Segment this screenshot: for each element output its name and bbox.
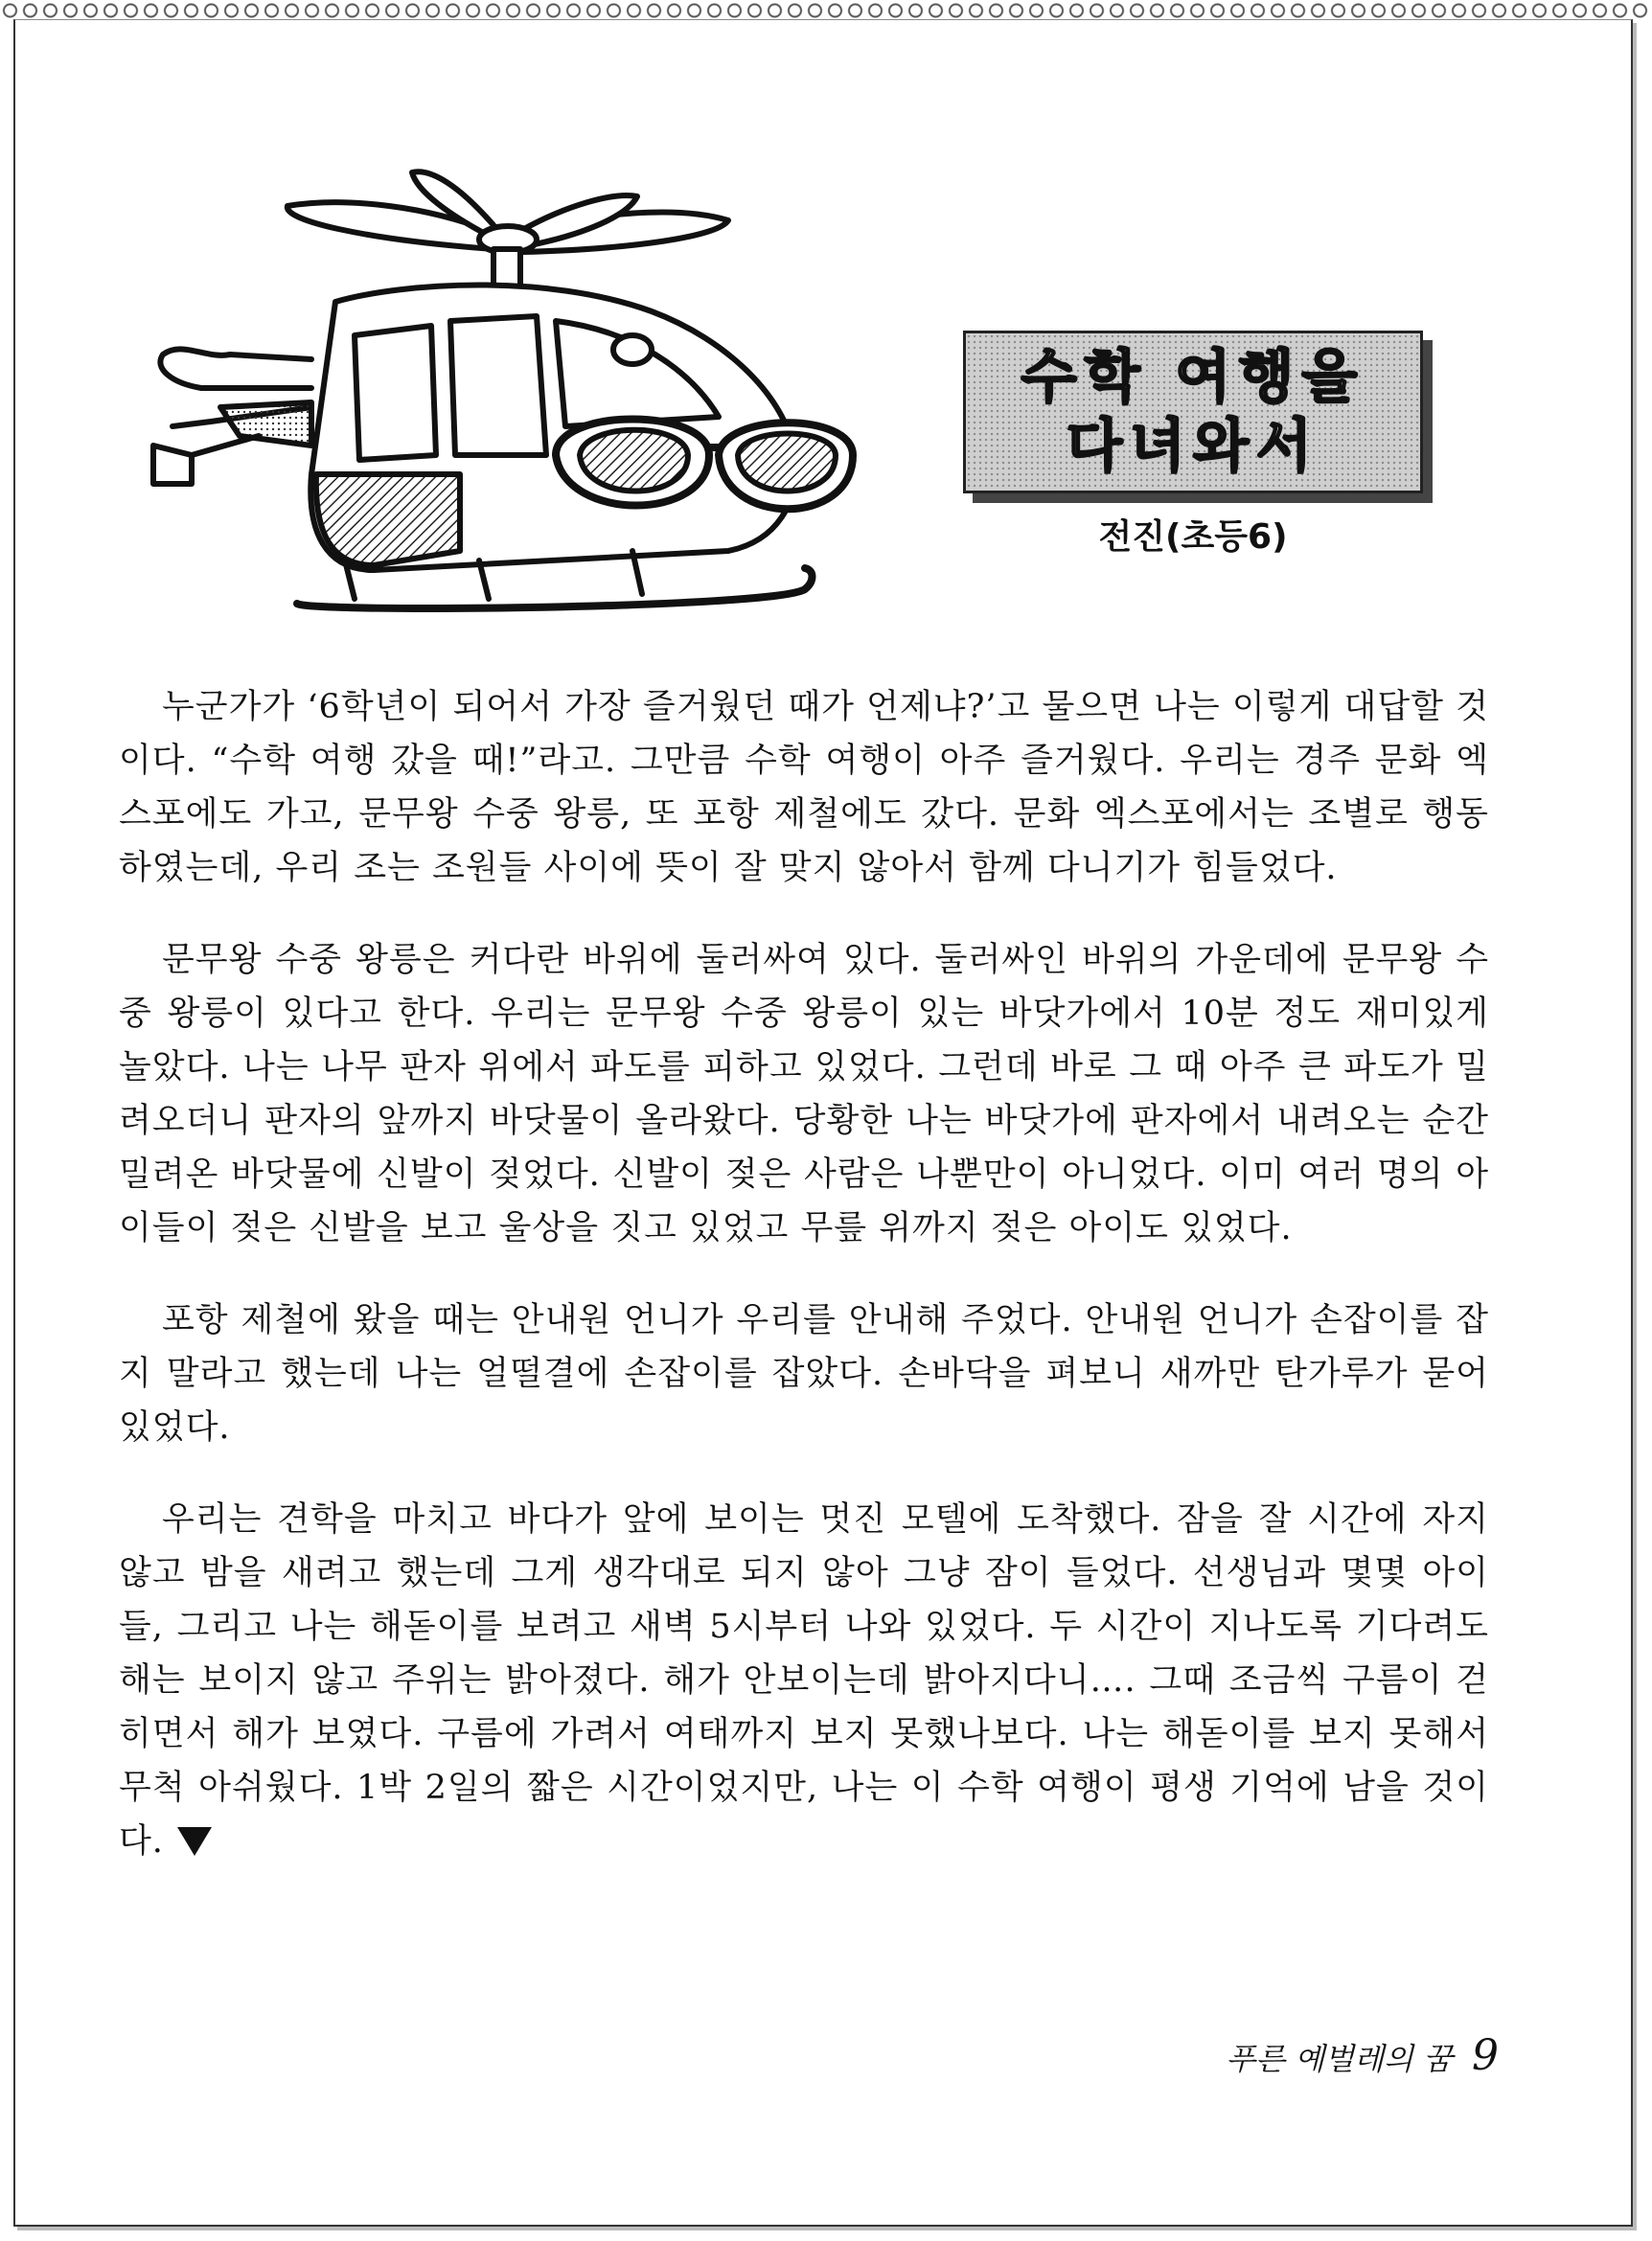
author-name: 전진(초등6) xyxy=(1098,517,1288,557)
paragraph-4-text: 우리는 견학을 마치고 바다가 앞에 보이는 멋진 모텔에 도착했다. 잠을 잘 시간에 자지 않고 밤을 새려고 했는데 그게 생각대로 되지 않아 그냥 잠이 들었다. 선생님과 몇몇 아이들, 그리고 나는 해돋이를 보려고 새벽 5시부터 나와 있었다. 두 시간이 지나도록 기다려도 해는 보이지 않고 주위는 밝아졌다. 해가 안보이는데 밝아지다니…. 그때 조금씩 구름이 걷히면서 해가 보였다. 구름에 가려서 여태까지 보지 못했나보다. 나는 해돋이를 보지 못해서 무척 아쉬웠다. 1박 2일의 짧은 시간이었지만, 나는 이 수학 여행이 평생 기억에 남을 것이다. xyxy=(119,1500,1490,1861)
paragraph-4 xyxy=(119,1493,1489,1868)
paragraph-2: 문무왕 수중 왕릉은 커다란 바위에 둘러싸여 있다. 둘러싸인 바위의 가운데에 문무왕 수중 왕릉이 있다고 한다. 우리는 문무왕 수중 왕릉이 있는 바닷가에서 10분 정도 재미있게 놀았다. 나는 나무 판자 위에서 파도를 피하고 있었다. 그런데 바로 그 때 아주 큰 파도가 밀려오더니 판자의 앞까지 바닷물이 올라왔다. 당황한 나는 바닷가에 판자에서 내려오는 순간 밀려온 바닷물에 신발이 젖었다. 신발이 젖은 사람은 나뿐만이 아니었다. 이미 여러 명의 아이들이 젖은 신발을 보고 울상을 짓고 있었고 무릎 위까지 젖은 아이도 있었다. xyxy=(119,941,1489,1247)
title-line-2: 다녀와서 xyxy=(1067,413,1319,480)
page-footer xyxy=(1226,2031,1499,2080)
spiral-binding xyxy=(0,0,1652,21)
article-body xyxy=(119,680,1489,1907)
helicopter-with-sunglasses-icon xyxy=(115,168,910,647)
paragraph-1: 누군가가 ‘6학년이 되어서 가장 즐거웠던 때가 언제냐?’고 물으면 나는 이렇게 대답할 것이다. “수학 여행 갔을 때!”라고. 그만큼 수학 여행이 아주 즐거웠다. 우리는 경주 문화 엑스포에도 가고, 문무왕 수중 왕릉, 또 포항 제철에도 갔다. 문화 엑스포에서는 조별로 행동하였는데, 우리 조는 조원들 사이에 뜻이 잘 맞지 않아서 함께 다니기가 힘들었다. xyxy=(119,688,1489,887)
page-number: 9 xyxy=(1472,2031,1499,2080)
book-title: 푸른 예벌레의 꿈 xyxy=(1226,2041,1453,2077)
diamond-end-mark-icon xyxy=(177,1827,212,1856)
paragraph-3: 포항 제철에 왔을 때는 안내원 언니가 우리를 안내해 주었다. 안내원 언니가 손잡이를 잡지 말라고 했는데 나는 얼떨결에 손잡이를 잡았다. 손바닥을 펴보니 새까만 탄가루가 묻어 있었다. xyxy=(119,1301,1489,1447)
title-line-1: 수학 여행을 xyxy=(1021,344,1365,411)
article-title-box xyxy=(963,331,1423,493)
